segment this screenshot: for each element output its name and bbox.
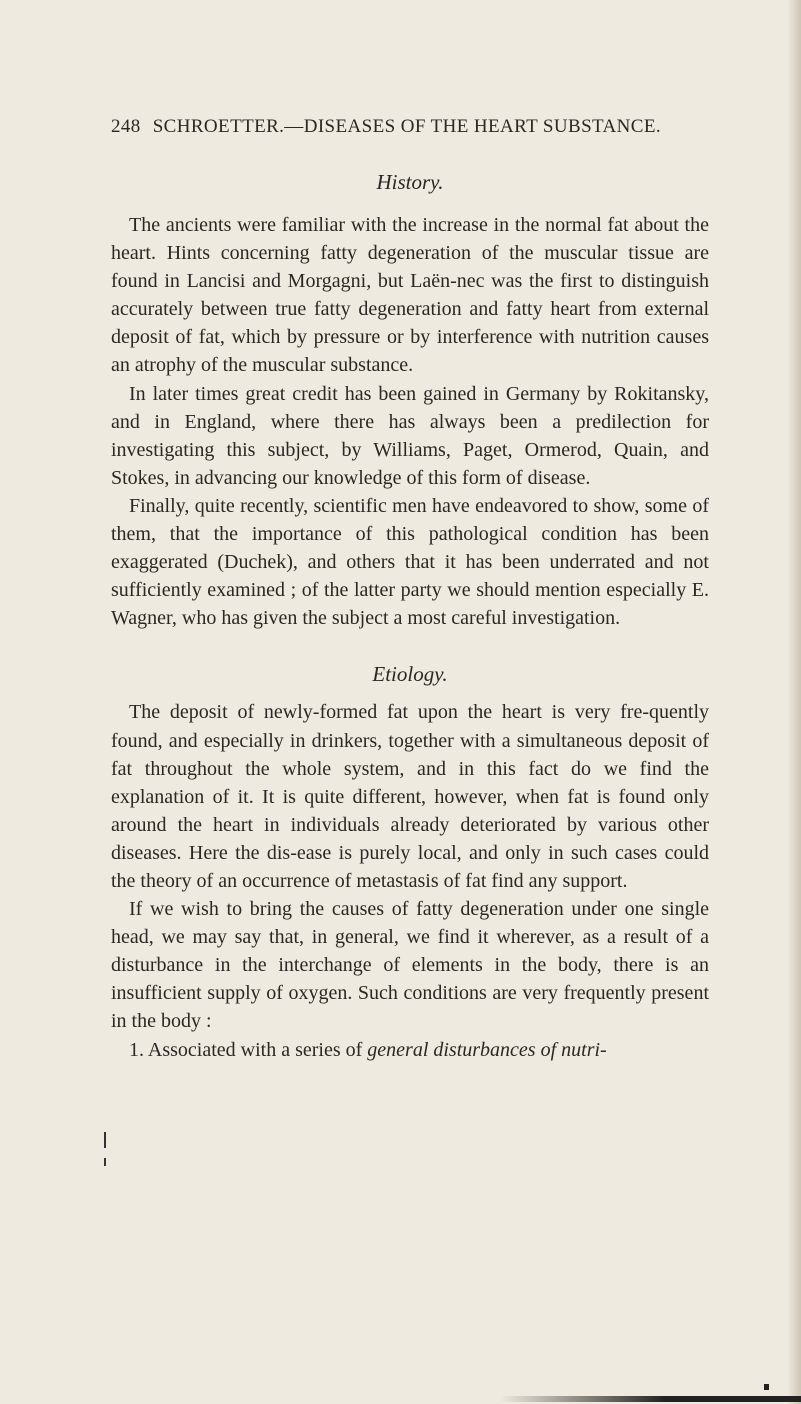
history-paragraph-2: In later times great credit has been gained in Germany by Rokitansky, and in England, where there has always been a predilection for investigating this subject, by Williams, Paget, Ormerod, Quain, and Stokes, in advancing our knowledge of this form of disease.: [111, 382, 709, 489]
history-paragraph-3: Finally, quite recently, scientific men have endeavored to show, some of them, that the importance of this pathological condition has been exaggerated (Duchek), and others that it has been underrated and not sufficiently examined ; of the latter party we should mention especially E. Wagner, who has given the subject a most careful investigation.: [111, 494, 709, 630]
page-number: 248: [111, 116, 141, 137]
margin-marks: [104, 1132, 110, 1162]
bottom-scan-rule: [500, 1396, 801, 1402]
margin-tick: [104, 1158, 106, 1166]
page-edge-shadow: [787, 0, 801, 1404]
history-paragraph-1: The ancients were familiar with the increase in the normal fat about the heart. Hints concerning fatty degeneration of the muscular tissue are found in Lancisi and Morgagni, but Laën-nec was the first to distinguish accurately between true fatty degeneration and fatty heart from external deposit of fat, which by pressure or by interference with nutrition causes an atrophy of the muscular substance.: [111, 214, 709, 377]
etiology-paragraph-2: If we wish to bring the causes of fatty degeneration under one single head, we may say that, in general, we find it wherever, as a result of a disturbance in the interchange of elements in the body, there is an insufficient supply of oxygen. Such conditions are very frequently present in the body :: [111, 898, 709, 1033]
list-item-italic: general disturbances of nutri-: [367, 1038, 607, 1061]
book-page: [111, 112, 709, 1064]
margin-tick: [104, 1132, 106, 1148]
section-title-etiology: Etiology.: [372, 662, 448, 687]
running-head: [111, 112, 709, 142]
bottom-scan-mark: [764, 1384, 769, 1390]
etiology-list-item-1: [111, 1036, 709, 1064]
etiology-paragraph-1: The deposit of newly-formed fat upon the heart is very fre-quently found, and especially in drinkers, together with a simultaneous deposit of fat throughout the whole system, and in this fact do we find the explanation of it. It is quite different, however, when fat is found only around the heart in individuals already deteriorated by various other diseases. Here the dis-ease is purely local, and only in such cases could the theory of an occurrence of metastasis of fat find any support.: [111, 701, 709, 892]
section-title-history: History.: [376, 170, 444, 194]
list-item-lead: 1. Associated with a series of: [129, 1038, 368, 1061]
running-title: SCHROETTER.—DISEASES OF THE HEART SUBSTANCE.: [152, 116, 661, 137]
